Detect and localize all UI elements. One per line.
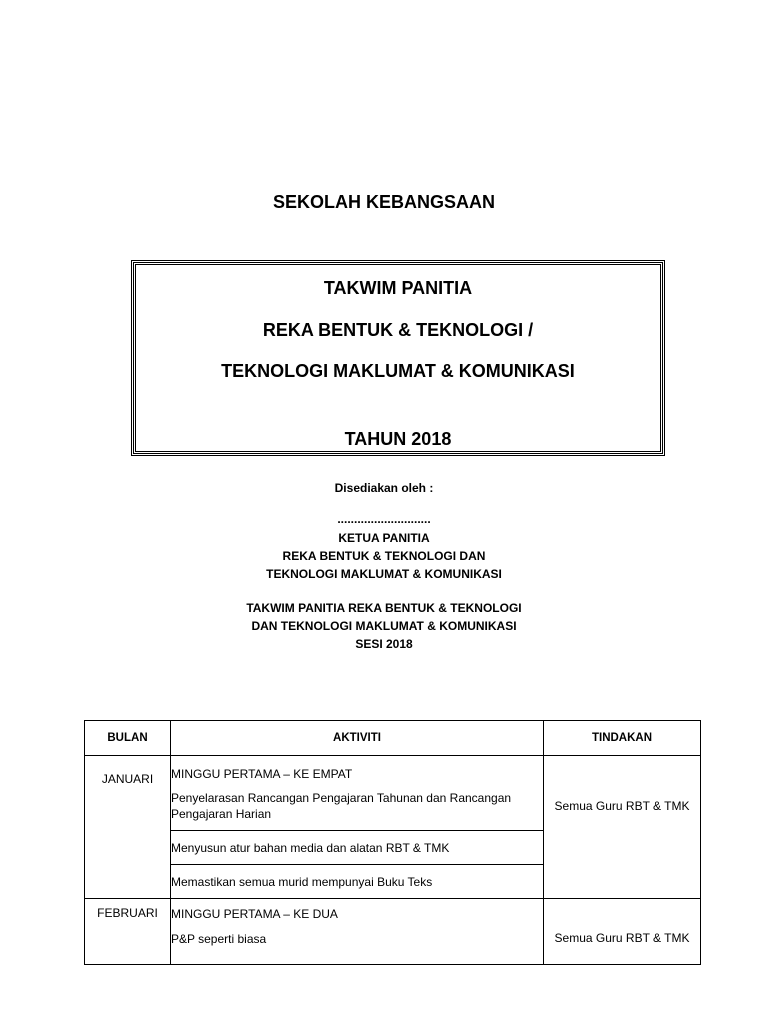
table-header-row	[85, 721, 701, 756]
action-text: Semua Guru RBT & TMK	[554, 799, 690, 813]
table-row	[85, 756, 701, 831]
title-year: TAHUN 2018	[344, 429, 452, 449]
role-line-1: KETUA PANITIA	[338, 531, 430, 545]
calendar-table	[84, 720, 701, 965]
action-cell	[544, 756, 701, 899]
header-bulan: BULAN	[85, 721, 171, 756]
activity-cell	[171, 865, 544, 899]
title-line-2: REKA BENTUK & TEKNOLOGI /	[262, 320, 534, 340]
header-tindakan: TINDAKAN	[544, 721, 701, 756]
role-line-3: TEKNOLOGI MAKLUMAT & KOMUNIKASI	[266, 567, 502, 581]
week-label: MINGGU PERTAMA – KE DUA	[171, 907, 338, 921]
activity-cell	[171, 831, 544, 865]
table-row	[85, 899, 701, 965]
role-line-2: REKA BENTUK & TEKNOLOGI DAN	[282, 549, 486, 563]
action-cell	[544, 899, 701, 965]
header-aktiviti: AKTIVITI	[171, 721, 544, 756]
month-label: JANUARI	[101, 772, 154, 786]
calendar-heading-1: TAKWIM PANITIA REKA BENTUK & TEKNOLOGI	[246, 601, 522, 615]
activity-text: Menyusun atur bahan media dan alatan RBT & TMK	[171, 840, 450, 855]
activity-text: Memastikan semua murid mempunyai Buku Teks	[171, 874, 433, 889]
calendar-heading-3: SESI 2018	[355, 637, 413, 651]
activity-text: Penyelarasan Rancangan Pengajaran Tahunan dan Rancangan Pengajaran Harian	[171, 791, 512, 821]
prepared-by-label: Disediakan oleh :	[334, 481, 434, 495]
month-label: FEBRUARI	[97, 906, 158, 920]
title-line-1: TAKWIM PANITIA	[323, 278, 473, 298]
action-text: Semua Guru RBT & TMK	[554, 931, 690, 945]
title-box	[133, 262, 663, 454]
activity-cell	[171, 756, 544, 831]
month-cell	[85, 899, 171, 965]
signature-line: ............................	[337, 512, 431, 526]
activity-text: P&P seperti biasa	[171, 932, 267, 946]
calendar-heading-2: DAN TEKNOLOGI MAKLUMAT & KOMUNIKASI	[251, 619, 517, 633]
title-line-3: TEKNOLOGI MAKLUMAT & KOMUNIKASI	[221, 361, 575, 381]
month-cell	[85, 756, 171, 899]
week-label: MINGGU PERTAMA – KE EMPAT	[171, 767, 353, 781]
school-name: SEKOLAH KEBANGSAAN	[272, 192, 495, 212]
activity-cell	[171, 899, 544, 965]
